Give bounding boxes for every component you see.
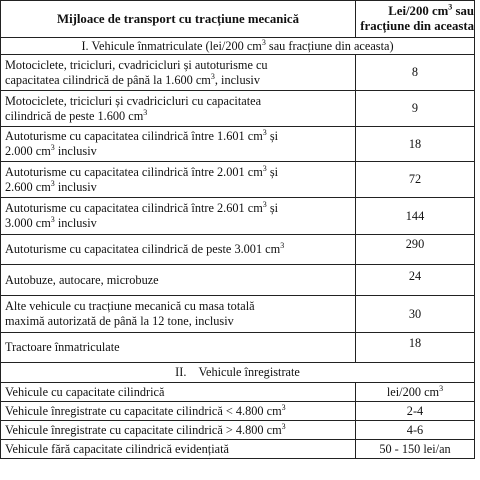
row-description [1, 402, 356, 421]
table-row [1, 198, 475, 235]
header-rate [356, 1, 475, 38]
row-text: Vehicule înregistrate cu capacitate cilindrică < 4.800 cm [5, 403, 282, 418]
row-value: 18 [356, 333, 475, 363]
table-row [1, 91, 475, 127]
row-text: 2.000 cm [5, 144, 51, 158]
row-sup: 3 [281, 402, 286, 412]
row-description [1, 296, 356, 333]
row-text: 3.000 cm [5, 216, 51, 230]
row-text: Autoturisme cu capacitatea cilindrică între 2.001 cm [5, 164, 263, 179]
row-value: 144 [356, 198, 475, 235]
table-row [1, 162, 475, 198]
row-sup: 3 [50, 178, 55, 188]
table-row [1, 235, 475, 265]
row-sup: 3 [262, 199, 267, 209]
row-description [1, 198, 356, 235]
row-text: și [266, 164, 279, 179]
row-text: capacitatea cilindrică de până la 1.600 cm [5, 72, 211, 87]
row-value: 8 [356, 55, 475, 91]
row-value-text: lei/200 cm [386, 384, 440, 399]
header-vehicle-type-label: Mijloace de transport cu tracțiune mecanică [56, 11, 299, 26]
table-row [1, 383, 475, 402]
row-text: inclusiv [54, 144, 97, 158]
row-value-sup: 3 [439, 383, 444, 393]
header-vehicle-type [1, 1, 356, 38]
row-sup: 3 [210, 71, 215, 81]
section-row [1, 363, 475, 383]
header-rate-line1: Lei/200 cm [388, 4, 449, 18]
header-rate-sup: 3 [448, 2, 453, 12]
row-sup: 3 [262, 127, 267, 137]
row-value: 30 [356, 296, 475, 333]
row-description [1, 127, 356, 162]
section-1-text-end: sau fracțiune din aceasta) [265, 38, 394, 53]
row-description [1, 91, 356, 127]
section-1-title [1, 38, 475, 55]
row-text: 2.600 cm [5, 179, 51, 194]
row-text: Autoturisme cu capacitatea cilindrică între 2.601 cm [5, 201, 263, 215]
row-sup: 3 [143, 107, 148, 117]
row-sup: 3 [262, 163, 267, 173]
row-sup: 3 [50, 142, 55, 152]
table-row [1, 55, 475, 91]
header-rate-line1-end: sau [452, 4, 474, 18]
table-row [1, 333, 475, 363]
row-description: Vehicule cu capacitate cilindrică [1, 383, 356, 402]
section-2-text: II. Vehicule înregistrate [175, 365, 300, 379]
table-row [1, 296, 475, 333]
row-description [1, 55, 356, 91]
row-value: 290 [356, 235, 475, 265]
row-text: maximă autorizată de până la 12 tone, inclusiv [5, 314, 234, 328]
row-value: 50 - 150 lei/an [356, 440, 475, 459]
header-rate-line2: fracțiune din aceasta [360, 19, 474, 33]
table-row [1, 127, 475, 162]
row-value: 2-4 [356, 402, 475, 421]
table-row [1, 440, 475, 459]
row-text: Alte vehicule cu tracțiune mecanică cu masa totală [5, 299, 255, 313]
row-description: Vehicule fără capacitate cilindrică evidențiată [1, 440, 356, 459]
row-sup: 3 [50, 214, 55, 224]
row-description [1, 235, 356, 265]
row-value: 24 [356, 265, 475, 296]
row-value: 4-6 [356, 421, 475, 440]
row-description: Autobuze, autocare, microbuze [1, 265, 356, 296]
row-text: cilindrică de peste 1.600 cm [5, 108, 144, 123]
row-value: 18 [356, 127, 475, 162]
row-description [1, 162, 356, 198]
table-row [1, 402, 475, 421]
row-description: Tractoare înmatriculate [1, 333, 356, 363]
row-value: 72 [356, 162, 475, 198]
row-text: Autoturisme cu capacitatea cilindrică de peste 3.001 cm [5, 242, 281, 256]
table-row [1, 265, 475, 296]
row-value: 9 [356, 91, 475, 127]
section-2-title [1, 363, 475, 383]
row-text: inclusiv [54, 216, 97, 230]
row-text: și [266, 129, 279, 143]
row-text: Autoturisme cu capacitatea cilindrică între 1.601 cm [5, 129, 263, 143]
row-text: inclusiv [54, 179, 97, 194]
row-text: Vehicule înregistrate cu capacitate cilindrică > 4.800 cm [5, 422, 282, 437]
row-sup: 3 [281, 421, 286, 431]
row-text: , inclusiv [214, 72, 260, 87]
section-row [1, 38, 475, 55]
row-text: Motociclete, tricicluri și cvadricicluri cu capacitatea [5, 93, 262, 108]
section-1-text: I. Vehicule înmatriculate (lei/200 cm [81, 38, 262, 53]
row-description [1, 421, 356, 440]
row-text: și [266, 201, 279, 215]
table-row [1, 421, 475, 440]
table-header-row [1, 1, 475, 38]
row-text: Motociclete, tricicluri, cvadricicluri și autoturisme cu [5, 57, 268, 72]
row-value [356, 383, 475, 402]
row-sup: 3 [280, 240, 285, 250]
section-1-sup: 3 [261, 37, 266, 47]
